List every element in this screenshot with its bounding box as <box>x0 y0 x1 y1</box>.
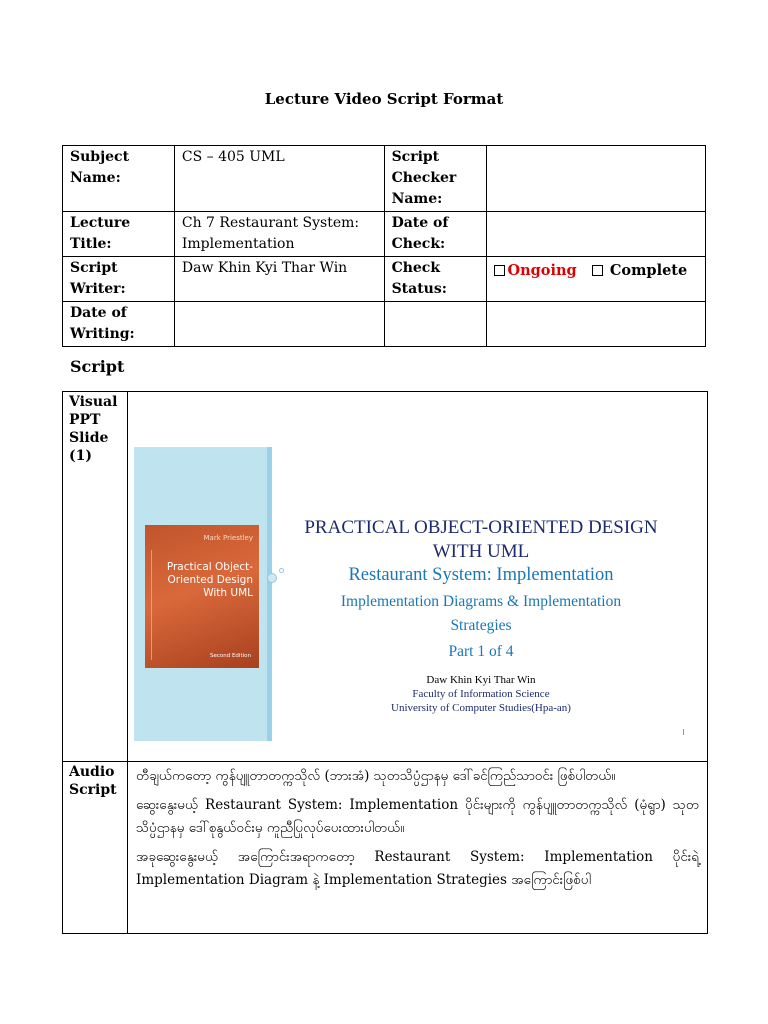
empty-cell <box>487 302 706 347</box>
subject-value: CS – 405 UML <box>174 146 384 212</box>
check-status-label: Check Status: <box>384 257 487 302</box>
book-title: Practical Object-Oriented Design With UML <box>166 561 253 599</box>
table-row <box>63 392 708 762</box>
complete-label: Complete <box>609 262 688 279</box>
book-edition: Second Edition <box>209 653 251 659</box>
slide-subtitle2-line2: Strategies <box>450 617 512 634</box>
document-title: Lecture Video Script Format <box>264 90 504 108</box>
script-table <box>62 391 708 934</box>
slide-title-line2: WITH UML <box>432 541 530 562</box>
lecture-title-value: Ch 7 Restaurant System: Implementation <box>174 212 384 257</box>
script-heading: Script <box>70 357 125 376</box>
date-of-writing-value <box>174 302 384 347</box>
visual-ppt-slide-label: Visual PPT Slide (1) <box>63 392 128 762</box>
slide-subtitle2-line1: Implementation Diagrams & Implementation <box>340 593 622 610</box>
book-author: Mark Priestley <box>203 534 253 542</box>
empty-cell <box>384 302 487 347</box>
table-row <box>63 257 706 302</box>
slide-faculty: Faculty of Information Science <box>412 688 550 700</box>
slide-author: Daw Khin Kyi Thar Win <box>426 674 536 686</box>
audio-script-text <box>128 762 708 934</box>
audio-paragraph: ဆွေးနွေးမယ့် Restaurant System: Implementation ပိုင်းများကို ကွန်ပျူတာတက္ကသိုလ် (မုံရွာ) သုတသိပ္ပံဌာနမှ ဒေါ်စုနွယ်ဝင်းမှ ကူညီပြုလုပ်ပေးထားပါတယ်။ <box>136 797 699 836</box>
script-writer-value: Daw Khin Kyi Thar Win <box>174 257 384 302</box>
metadata-table <box>62 145 706 347</box>
slide-marker <box>683 729 684 735</box>
audio-paragraph: အခုဆွေးနွေးမယ့် အကြောင်းအရာကတော့ Restaurant System: Implementation ပိုင်းရဲ့ Implementation Diagram နဲ့ Implementation Strategies အကြောင်းဖြစ်ပါ <box>136 849 699 888</box>
slide-part: Part 1 of 4 <box>448 643 514 660</box>
checker-value <box>487 146 706 212</box>
date-of-check-value <box>487 212 706 257</box>
ongoing-checkbox[interactable] <box>494 265 505 276</box>
table-row <box>63 146 706 212</box>
slide-university: University of Computer Studies(Hpa-an) <box>391 702 571 714</box>
ppt-slide-image <box>134 447 688 741</box>
complete-checkbox[interactable] <box>592 265 603 276</box>
check-status-value <box>487 257 706 302</box>
book-cover <box>145 525 259 668</box>
table-row <box>63 302 706 347</box>
script-writer-label: Script Writer: <box>63 257 175 302</box>
slide-cell <box>128 392 708 762</box>
table-row <box>63 762 708 934</box>
lecture-title-label: Lecture Title: <box>63 212 175 257</box>
date-of-check-label: Date of Check: <box>384 212 487 257</box>
checker-label: Script Checker Name: <box>384 146 487 212</box>
slide-title-line1: PRACTICAL OBJECT-ORIENTED DESIGN <box>304 517 658 538</box>
audio-paragraph: တီချယ်ကတော့ ကွန်ပျူတာတက္ကသိုလ် (ဘားအံ) သုတသိပ္ပံဌာနမှ ဒေါ်ခင်ကြည်သာဝင်း ဖြစ်ပါတယ်။ <box>136 768 616 784</box>
table-row <box>63 212 706 257</box>
date-of-writing-label: Date of Writing: <box>63 302 175 347</box>
ongoing-label: Ongoing <box>507 262 577 279</box>
audio-script-label: Audio Script <box>63 762 128 934</box>
subject-label: Subject Name: <box>63 146 175 212</box>
slide-side-edge <box>267 447 272 741</box>
slide-subtitle: Restaurant System: Implementation <box>348 565 614 585</box>
